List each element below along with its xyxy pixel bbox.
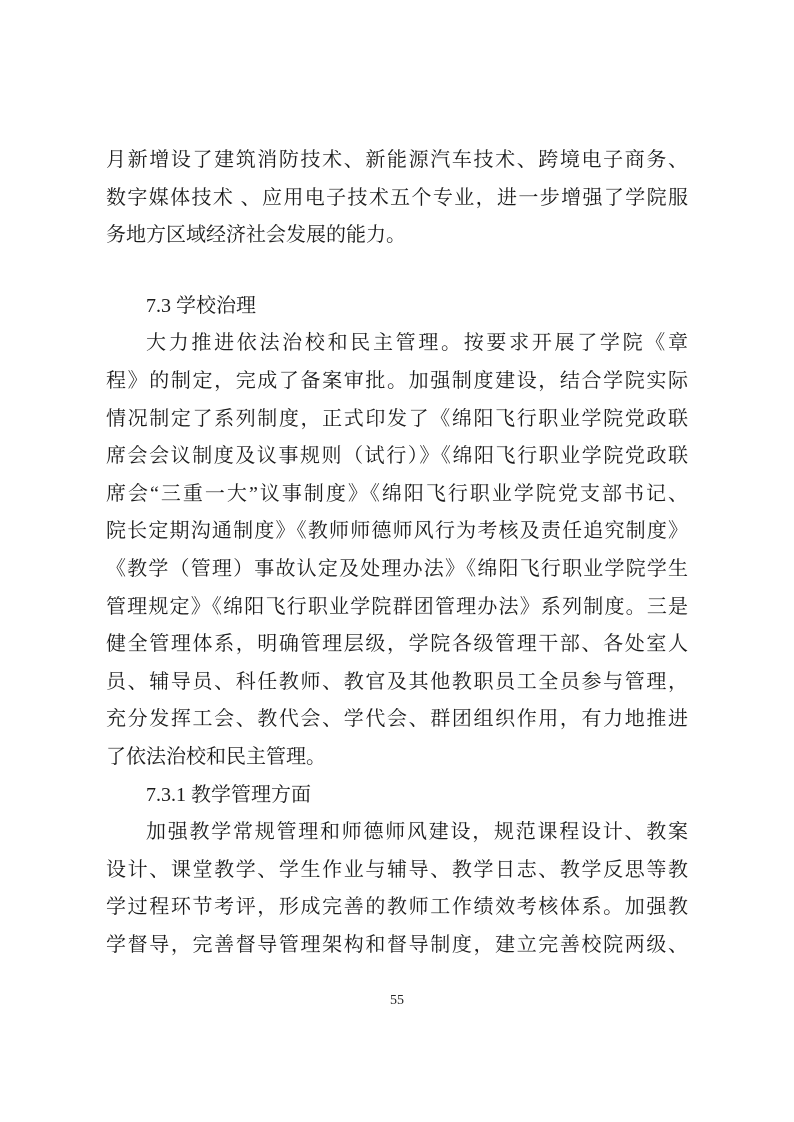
section-heading-7-3: 7.3 学校治理 bbox=[146, 294, 256, 317]
text-line: 充分发挥工会、教代会、学代会、群团组织作用，有力地推进 bbox=[106, 708, 688, 731]
text-line: 学督导，完善督导管理架构和督导制度，建立完善校院两级、 bbox=[106, 933, 688, 956]
text-line: 情况制定了系列制度，正式印发了《绵阳飞行职业学院党政联 bbox=[106, 407, 688, 430]
subsection-heading-7-3-1: 7.3.1 教学管理方面 bbox=[146, 783, 311, 806]
text-line: 健全管理体系，明确管理层级，学院各级管理干部、各处室人 bbox=[106, 633, 688, 656]
text-line: 管理规定》《绵阳飞行职业学院群团管理办法》系列制度。三是 bbox=[106, 595, 688, 618]
text-line: 程》的制定，完成了备案审批。加强制度建设，结合学院实际 bbox=[106, 369, 688, 392]
text-line: 数字媒体技术 、应用电子技术五个专业，进一步增强了学院服 bbox=[106, 186, 688, 209]
text-line: 员、辅导员、科任教师、教官及其他教职员工全员参与管理， bbox=[106, 670, 688, 693]
text-line: 加强教学常规管理和师德师风建设，规范课程设计、教案 bbox=[146, 821, 688, 844]
text-line: 院长定期沟通制度》《教师师德师风行为考核及责任追究制度》 bbox=[106, 520, 688, 543]
text-line: 月新增设了建筑消防技术、新能源汽车技术、跨境电子商务、 bbox=[106, 149, 688, 171]
paragraph-intro bbox=[106, 142, 688, 255]
page-footer bbox=[0, 993, 794, 1009]
text-line: 务地方区域经济社会发展的能力。 bbox=[106, 224, 406, 247]
text-line: 席会会议制度及议事规则（试行）》《绵阳飞行职业学院党政联 bbox=[106, 445, 688, 468]
text-line: 席会“三重一大”议事制度》《绵阳飞行职业学院党支部书记、 bbox=[106, 482, 688, 505]
text-line: 大力推进依法治校和民主管理。按要求开展了学院《章 bbox=[146, 332, 688, 355]
text-line: 设计、课堂教学、学生作业与辅导、教学日志、教学反思等教 bbox=[106, 858, 688, 881]
text-line: 了依法治校和民主管理。 bbox=[106, 745, 326, 768]
page-number: 55 bbox=[390, 993, 404, 1008]
document-body bbox=[106, 142, 688, 964]
paragraph-teaching bbox=[106, 814, 688, 964]
paragraph-gap bbox=[106, 255, 688, 288]
text-line: 学过程环节考评，形成完善的教师工作绩效考核体系。加强教 bbox=[106, 896, 688, 919]
text-line: 《教学（管理）事故认定及处理办法》《绵阳飞行职业学院学生 bbox=[106, 557, 688, 580]
paragraph-governance bbox=[106, 325, 688, 776]
